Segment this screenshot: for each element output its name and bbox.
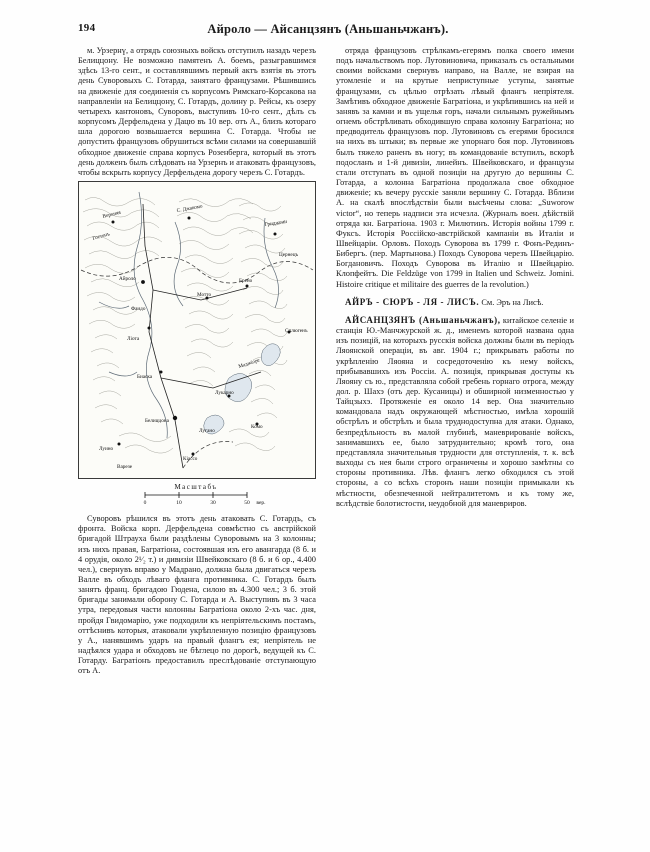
left-column [78, 46, 316, 677]
svg-text:Комо: Комо [251, 424, 263, 431]
svg-text:Ліота: Ліота [127, 336, 140, 343]
right-paragraph-1: отряда французовъ стрѣлкамъ-егерямъ полка своего имени подъ начальствомъ пор. Лутовиновича, приказалъ съ остальными своими войсками свернувъ направо, на Валле, не взирая на утомленіе и на крутые неприступные уступы, занятые французами, съ цѣлью отрѣзать лѣвый флангъ непріятеля. Замѣтивъ обходное движеніе Багратіона, и укрѣпившись на ней и занявъ за камни и въ ущелья горъ, начали сильнымъ ружейнымъ огнемъ обстрѣливать обходившую справа колонну Багратіона; но предводитель французовъ пор. Лутовиновъ съ егерями бросился на нихъ въ штыки; въ первые же упорнаго боя пор. Лутовиновъ былъ тяжело раненъ въ ногу; въ командованіе вступилъ, вскорѣ подосланъ и 1-й дивизіи, линейнъ. Швейковскаго, и французы стали отступать въ одной позиціи на другую до вершины С. Готарда, а колонна Багратіона продолжала свое обходное движеніе; къ вечеру русскіе заняли вершину С. Готарда. Вблизи А. на скалѣ впослѣдствіи были высѣчены слова: „Suworow victor“, но теперь надписи эта исчезла. (Журналъ воен. дѣйствій отряда кн. Багратіона. 1903 г. Милютинъ. Исторія войны 1799 г. Фуксъ. Исторія Россійско-австрійской кампаніи въ Италіи и Швейцаріи. Орловъ. Походъ Суворова въ 1799 г. Фонъ-Рединъ-Бибергъ. (пер. Мартынова.) Походъ Суворова черезъ Швейцарію. Богдановичъ. Походъ Суворова въ Италію и Швейцарію. Клопфейтъ. Die Feldzüge von 1799 in Italien und Schweiz. Jomini. Histoire critique et militaire des guerres de la revolution.) [336, 46, 574, 289]
svg-text:Лукарно: Лукарно [215, 390, 234, 397]
svg-text:Лугано: Лугано [199, 428, 215, 435]
svg-text:Биаска: Биаска [137, 374, 153, 381]
entry-ayr-sur-la-lys [336, 297, 574, 308]
entry-text: См. Эръ на Лисѣ. [479, 297, 544, 307]
svg-text:Мотто: Мотто [197, 292, 212, 299]
svg-text:Белиццона: Белиццона [145, 418, 169, 425]
map-frame [78, 181, 316, 479]
left-paragraph-2: Суворовъ рѣшился въ этотъ день атаковать С. Готардъ, съ фронта. Войска корп. Дерфельдена совмѣстно съ австрійской бригадой Штрауха были раздѣлены Суворовымъ на 3 колонны; изъ нихъ правая, Багратіона, состоявшая изъ его авангарда (8 б. и 4 орудія, около 2¹⁄₂ т.) и дивизіи Швейковскаго (8 б. и 6 ор., 4.400 чел.), свернувъ вправо у Мадрано, должна была двигаться черезъ Валле въ обходъ лѣваго фланга противника. С. Готардъ былъ занятъ франц. бригадою Гюдена, силою въ 4.300 чел.; 3 б. этой бригады занимали оборону С. Готарда и А. Выступивъ въ 3 часа утра, передовыя части колонны Багратіона около 2-хъ час. дня, пройдя Гвидомарію, уже подходили къ непріятельскимъ постамъ, оттѣснивъ которыя, атаковали укрѣпленную позицію французовъ у А., нанявшимъ ударъ на правый флангъ ея; непріятель не надѣялся удара и обходовъ не бѣглецо по дорогѣ, ведущей къ С. Готарду. Багратіонъ предоставилъ преслѣдованіе отступающую отъ А. [78, 514, 316, 676]
page-number: 194 [78, 22, 96, 34]
svg-text:Цернецъ: Цернецъ [279, 252, 299, 259]
running-title: Айроло — Айсанцзянъ (Аньшаньчжанъ). [207, 22, 449, 36]
svg-text:Фаидо: Фаидо [131, 306, 146, 313]
svg-text:Гриджони: Гриджони [264, 218, 288, 229]
svg-text:Кіассо: Кіассо [183, 456, 198, 463]
map-figure [78, 181, 316, 510]
text-columns [78, 46, 574, 836]
svg-text:С. Джакомо: С. Джакомо [176, 203, 204, 215]
right-column [336, 46, 574, 509]
entry-headword: АЙСАНЦЗЯНЪ (Аньшаньчжанъ), [345, 314, 501, 325]
svg-text:Верхняя: Верхняя [102, 209, 122, 220]
svg-text:вер.: вер. [256, 500, 266, 506]
left-paragraph-1: м. Урзернү, а отрядъ союзныхъ войскъ отступилъ назадъ черезъ Белиццону. Не возможно памятенъ А. боемъ, разыгравшимся здѣсь 13-го сент., и составлявшимъ первый актъ взятія въ этотъ день Суворовыхъ С. Готарда, занятаго французами. Рѣшившись на движеніе для соединенія съ корпусомъ Римскаго-Корсакова на направленіи на Белиццону, С. Готардъ, долину р. Рейсы, къ озеру четырехъ кантоновъ, Суворовъ, выступивъ 10-го сент., дѣлъ съ корпусомъ Дерфельдена у Дацю въ 10 вер. отъ А., близъ котораго шла дорогою возвышается вершина С. Готарда. Чтобы не допустить французовъ обрушиться всѣми силами на совершавшій обходное движеніе справа корпусъ Розенберга, который въ этотъ день долженъ былъ слѣдовать на Урзернъ и атаковать французовъ, чтобы вскрыть корпусу Дерфельдена дорогу черезъ С. Готардъ. [78, 46, 316, 177]
svg-text:0: 0 [143, 500, 147, 506]
svg-text:Айроло: Айроло [119, 276, 136, 283]
entry-headword: АЙРЪ - СЮРЪ - ЛЯ - ЛИСЪ. [345, 296, 480, 307]
map-image [79, 182, 315, 478]
svg-text:Маджіоре: Маджіоре [237, 357, 261, 370]
svg-text:30: 30 [210, 500, 216, 506]
scale-bar [121, 481, 271, 505]
page-header [78, 22, 578, 40]
svg-text:Брено: Брено [239, 278, 253, 285]
svg-text:10: 10 [176, 500, 182, 506]
entry-aysantszyan [336, 315, 574, 509]
svg-text:Варезе: Варезе [117, 464, 133, 471]
svg-text:50: 50 [244, 500, 250, 506]
entry-text: китайское селеніе и станція Ю.-Манчжурской ж. д., именемъ которой названа одна изъ позицій, на которыхъ русскія войска должны были въ періодъ Ляоянской операціи, въ авг. 1904 г.; прикрывать работы по укрѣпленію Ляояна и сосредоточенію къ нему войскъ, прибывавшихъ изъ Россіи. А. позиція, прикрывая доступы къ Ляояну съ ю., представляла собой гребень горнаго отрога, между дол. р. Шахэ (отъ дер. Кусаницы) и обширной низменностью у Тайцзыхэ. Протяженіе ея около 14 вер. Она значительно командовала надъ окружающей мѣстностью, имѣла хорошій обстрѣлъ и обстрѣлъ и была труднодоступна для атаки. Однако, безпредѣльность въ малой глубинѣ, маневрированіе войскъ, занимавшихъ ее, было затруднительно; кромѣ того, она представляла значительныя трудности для отступленія, т. к. всѣ выходы съ нея были строго ограничены и хорошо замѣтны со стороны противника. Лѣв. флангъ легко обходился съ этой стороны, а со всѣхъ сторонъ наши позиціи примыкали къ мѣстности, обезпеченной нейтралитетомъ и къ тому же, вслѣдствіе болотистости, неудобной для маневриров. [336, 315, 574, 508]
svg-text:Сплюгенъ: Сплюгенъ [285, 328, 308, 335]
svg-text:Луино: Луино [99, 446, 114, 453]
svg-text:Масштабъ: Масштабъ [174, 483, 218, 492]
svg-text:Гостенъ: Гостенъ [91, 231, 111, 242]
map-scale [78, 481, 314, 510]
